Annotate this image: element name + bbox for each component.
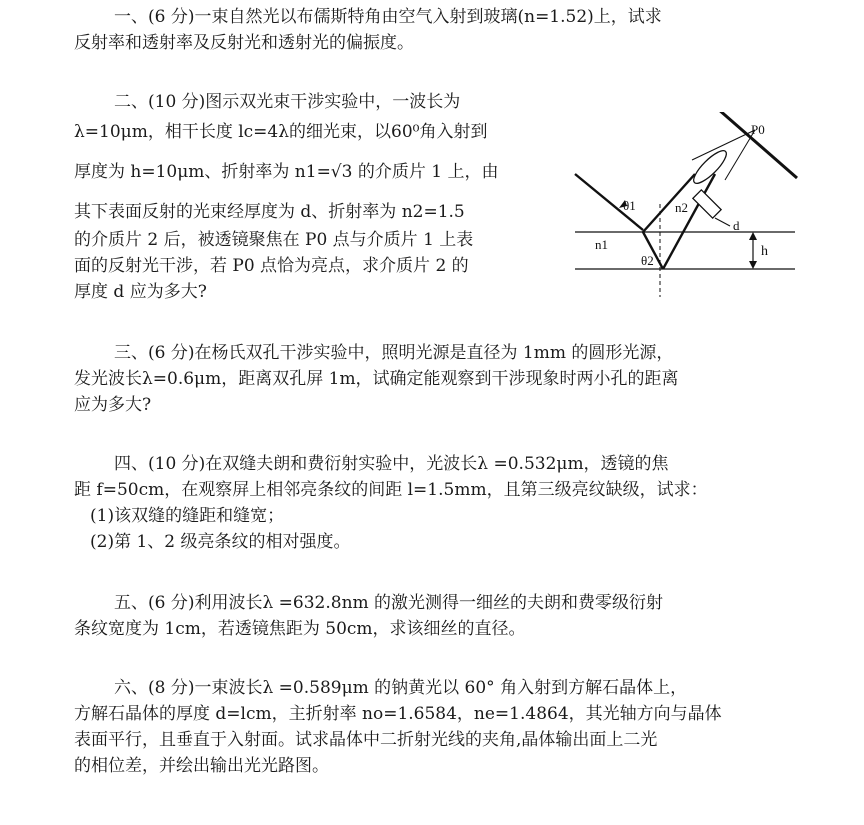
question-1 <box>74 4 814 56</box>
question-3-line-1: 三、(6 分)在杨氏双孔干涉实验中，照明光源是直径为 1mm 的圆形光源， <box>114 343 674 363</box>
question-2-line-5: 的介质片 2 后，被透镜聚焦在 P0 点与介质片 1 上表 <box>74 230 474 250</box>
question-4 <box>74 451 814 555</box>
question-2-line-2: λ=10μm，相干长度 lc=4λ的细光束，以60⁰角入射到 <box>74 122 488 142</box>
question-5-line-1: 五、(6 分)利用波长λ =632.8nm 的激光测得一细丝的夫朗和费零级衍射 <box>114 593 664 613</box>
question-6-line-4: 的相位差，并绘出输出光光路图。 <box>74 756 329 776</box>
question-3-line-2: 发光波长λ=0.6μm，距离双孔屏 1m，试确定能观察到干涉现象时两小孔的距离 <box>74 369 679 389</box>
question-4-line-1: 四、(10 分)在双缝夫朗和费衍射实验中，光波长λ =0.532μm，透镜的焦 <box>114 454 669 474</box>
label-n1: n1 <box>595 237 608 252</box>
question-5 <box>74 590 814 642</box>
d-indicator <box>715 218 730 226</box>
question-4-line-4: (2)第 1、2 级亮条纹的相对强度。 <box>90 532 351 552</box>
question-2-line-6: 面的反射光干涉，若 P0 点恰为亮点，求介质片 2 的 <box>74 256 469 276</box>
question-6-line-2: 方解石晶体的厚度 d=lcm，主折射率 no=1.6584，ne=1.4864，其光轴方向与晶体 <box>74 704 722 724</box>
question-6-line-3: 表面平行，且垂直于入射面。试求晶体中二折射光线的夹角,晶体输出面上二光 <box>74 730 658 750</box>
question-2-line-3: 厚度为 h=10μm、折射率为 n1=√3 的介质片 1 上，由 <box>74 162 499 182</box>
question-3 <box>74 340 814 418</box>
question-4-line-3: (1)该双缝的缝距和缝宽； <box>90 506 285 526</box>
label-h: h <box>761 244 768 259</box>
question-6 <box>74 675 814 779</box>
label-theta1: θ1 <box>623 198 636 213</box>
question-1-line-2: 反射率和透射率及反射光和透射光的偏振度。 <box>74 33 414 53</box>
question-2-line-7: 厚度 d 应为多大? <box>74 282 207 302</box>
question-4-line-2: 距 f=50cm，在观察屏上相邻亮条纹的间距 l=1.5mm，且第三级亮纹缺级，试求： <box>74 480 708 500</box>
label-theta2: θ2 <box>641 253 654 268</box>
question-3-line-3: 应为多大? <box>74 395 152 415</box>
label-n2: n2 <box>675 200 688 215</box>
plate-2 <box>693 190 721 218</box>
label-d: d <box>733 218 740 233</box>
question-5-line-2: 条纹宽度为 1cm，若透镜焦距为 50cm，求该细丝的直径。 <box>74 619 526 639</box>
refracted-ray-up <box>663 174 715 269</box>
label-p0: P0 <box>751 122 765 137</box>
question-2-line-1: 二、(10 分)图示双光束干涉实验中，一波长为 <box>114 92 461 112</box>
question-1-line-1: 一、(6 分)一束自然光以布儒斯特角由空气入射到玻璃(n=1.52)上，试求 <box>114 7 662 27</box>
question-2 <box>74 89 564 305</box>
question-2-line-4: 其下表面反射的光束经厚度为 d、折射率为 n2=1.5 <box>74 202 465 222</box>
interference-diagram <box>565 112 805 302</box>
question-6-line-1: 六、(8 分)一束波长λ =0.589μm 的钠黄光以 60° 角入射到方解石晶体上， <box>114 678 688 698</box>
